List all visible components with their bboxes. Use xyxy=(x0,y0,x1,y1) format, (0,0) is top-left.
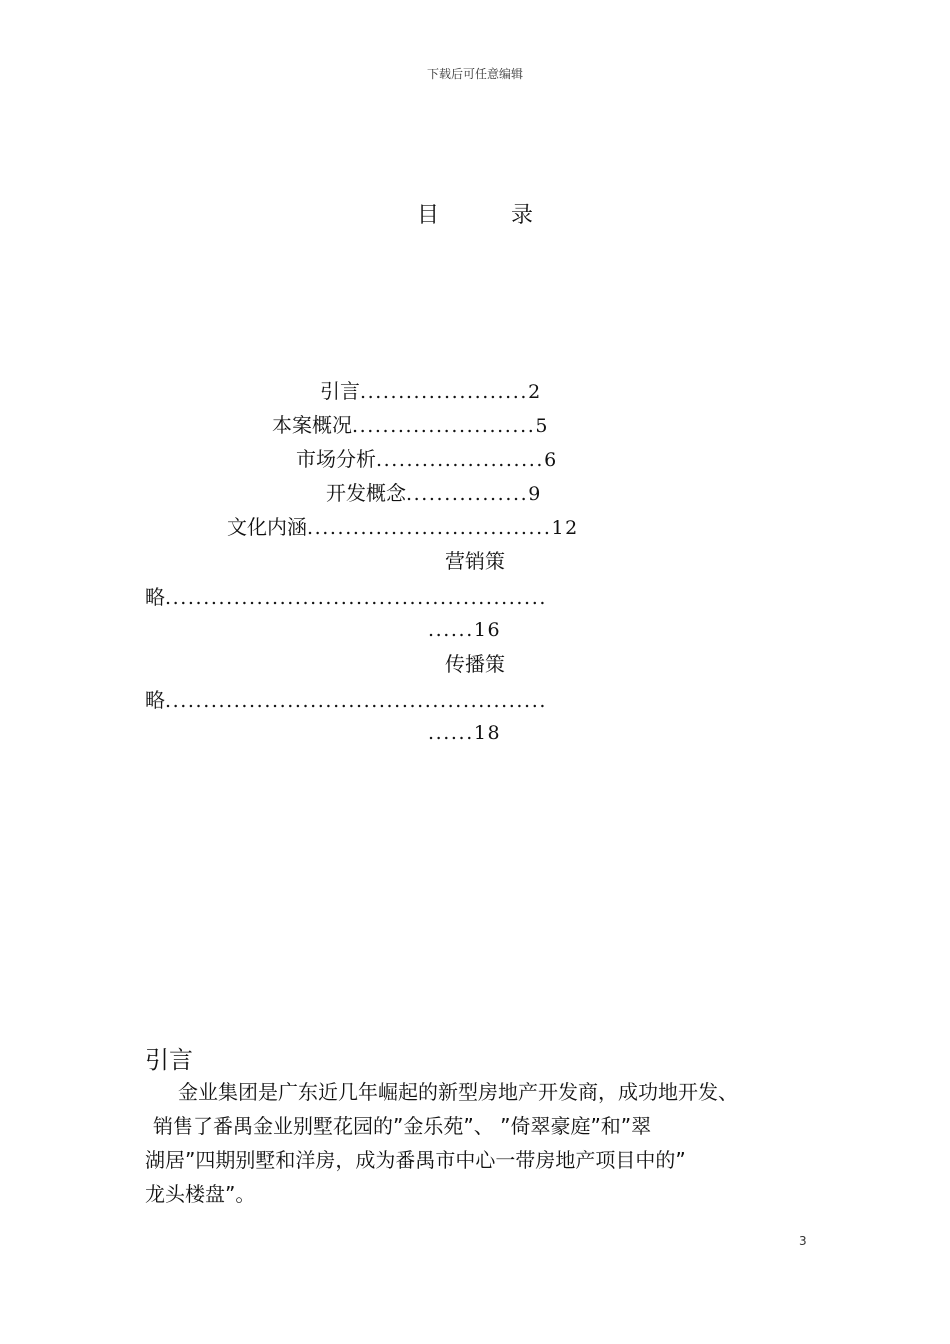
toc-entry-dots: ...... xyxy=(428,722,474,744)
toc-entry-communication-line3[interactable] xyxy=(428,719,501,746)
toc-entry-dots: .................................................. xyxy=(165,587,547,609)
toc-entry-label: 营销策 xyxy=(445,549,505,573)
toc-entry-dots: ...................... xyxy=(360,381,529,403)
toc-entry-dots: ...... xyxy=(428,619,474,641)
toc-entry-marketing-line2[interactable] xyxy=(145,584,547,611)
toc-entry-label: 传播策 xyxy=(445,652,505,676)
toc-title xyxy=(0,198,950,229)
toc-entry-label: 本案概况 xyxy=(272,413,352,437)
toc-entry-label: 引言 xyxy=(320,379,360,403)
toc-entry-page: 5 xyxy=(535,415,550,437)
toc-entry-dots: ...................... xyxy=(376,449,545,471)
paragraph-line: 湖居”四期别墅和洋房，成为番禺市中心一带房地产项目中的” xyxy=(145,1148,686,1172)
toc-entry-label: 略 xyxy=(145,585,165,609)
toc-entry-label: 文化内涵 xyxy=(227,515,307,539)
toc-entry-label: 略 xyxy=(145,688,165,712)
toc-title-char-2: 录 xyxy=(511,203,534,228)
toc-entry-page: 16 xyxy=(473,619,502,641)
toc-entry-label: 市场分析 xyxy=(296,447,376,471)
toc-entry-marketing-line3[interactable] xyxy=(428,616,501,643)
toc-entry[interactable] xyxy=(296,446,558,473)
toc-entry[interactable] xyxy=(326,480,542,507)
toc-entry-page: 9 xyxy=(528,483,542,505)
page-header: 下载后可任意编辑 xyxy=(426,67,523,81)
toc-entry[interactable] xyxy=(227,514,579,541)
toc-entry-communication-line2[interactable] xyxy=(145,687,547,714)
section-heading: 引言 xyxy=(145,1046,193,1074)
toc-entry-dots: ................................ xyxy=(307,517,552,539)
paragraph-line: 金业集团是广东近几年崛起的新型房地产开发商，成功地开发、 xyxy=(178,1080,738,1104)
paragraph-line: 销售了番禺金业别墅花园的”金乐苑”、 ”倚翠豪庭”和”翠 xyxy=(153,1114,652,1138)
toc-entry-page: 12 xyxy=(551,517,579,539)
toc-entry-dots: .................................................. xyxy=(165,690,547,712)
toc-entry-communication-line1[interactable] xyxy=(0,651,950,677)
toc-entry-label: 开发概念 xyxy=(326,481,406,505)
toc-entry-marketing-line1[interactable] xyxy=(0,548,950,574)
paragraph-line: 龙头楼盘”。 xyxy=(145,1182,256,1206)
page-number: 3 xyxy=(799,1234,807,1248)
toc-title-char-1: 目 xyxy=(416,203,439,228)
toc-entry-dots: ........................ xyxy=(352,415,536,437)
toc-entry-page: 2 xyxy=(528,381,542,403)
toc-entry-page: 18 xyxy=(473,722,502,744)
toc-entry[interactable] xyxy=(272,412,549,439)
toc-entry[interactable] xyxy=(320,378,542,405)
toc-entry-page: 6 xyxy=(544,449,558,471)
toc-entry-dots: ................ xyxy=(406,483,529,505)
